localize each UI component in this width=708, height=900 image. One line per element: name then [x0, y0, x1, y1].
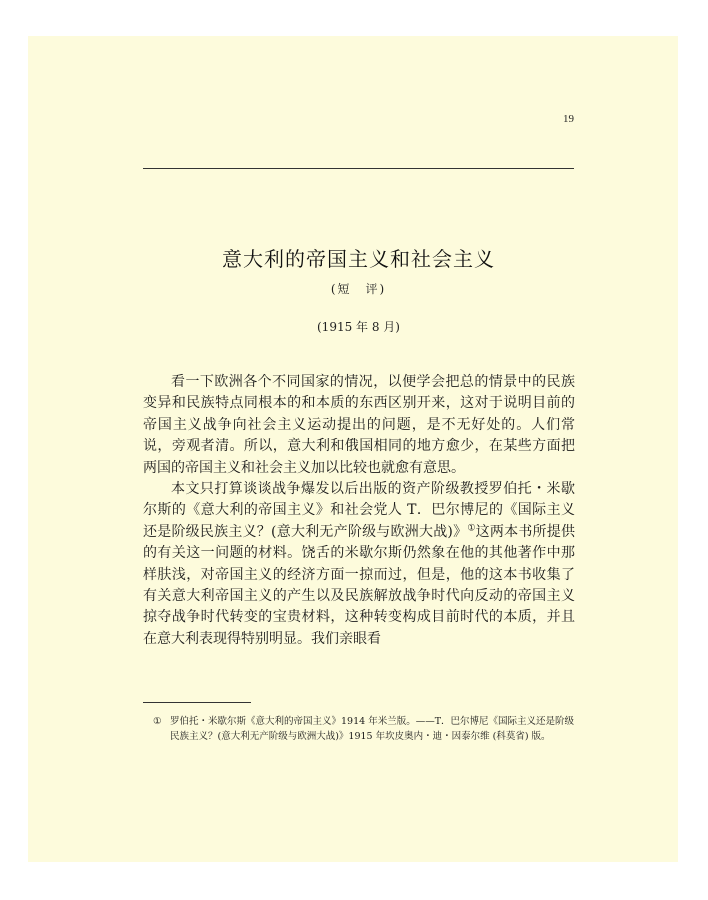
footnote-rule [143, 702, 251, 703]
paragraph-2-text-before-note: 本文只打算谈谈战争爆发以后出版的资产阶级教授罗伯托・米歇尔斯的《意大利的帝国主义》和社会党人 T．巴尔博尼的《国际主义还是阶级民族主义？(意大利无产阶级与欧洲大战)》 [143, 481, 575, 540]
article-title: 意大利的帝国主义和社会主义 [222, 247, 495, 271]
article-date: (1915 年 8 月) [317, 320, 400, 334]
footnote-reference[interactable]: ① [467, 523, 476, 534]
article-body [143, 372, 575, 650]
footnote-marker: ① [153, 716, 162, 727]
page-number: 19 [563, 113, 574, 125]
footnote-text: 罗伯托・米歇尔斯《意大利的帝国主义》1914 年米兰版。——T．巴尔博尼《国际主义还是阶级民族主义？(意大利无产阶级与欧洲大战)》1915 年坎皮奥内・迪・因泰尔维 (科莫省) 版。 [170, 716, 575, 742]
paragraph-2 [143, 479, 575, 650]
footnote [153, 714, 576, 744]
paragraph-2-text-after-note: 这两本书所提供的有关这一问题的材料。饶舌的米歇尔斯仍然象在他的其他著作中那样肤浅，对帝国主义的经济方面一掠而过，但是，他的这本书收集了有关意大利帝国主义的产生以及民族解放战争时代向反动的帝国主义掠夺战争时代转变的宝贵材料，这种转变构成目前时代的本质，并且在意大利表现得特别明显。我们亲眼看 [143, 523, 575, 647]
header-rule [143, 168, 574, 169]
article-subtitle: (短 评) [330, 282, 387, 296]
paragraph-1: 看一下欧洲各个不同国家的情况，以便学会把总的情景中的民族变异和民族特点同根本的和本质的东西区别开来，这对于说明目前的帝国主义战争向社会主义运动提出的问题，是不无好处的。人们常说，旁观者清。所以，意大利和俄国相同的地方愈少，在某些方面把两国的帝国主义和社会主义加以比较也就愈有意思。 [143, 374, 575, 476]
